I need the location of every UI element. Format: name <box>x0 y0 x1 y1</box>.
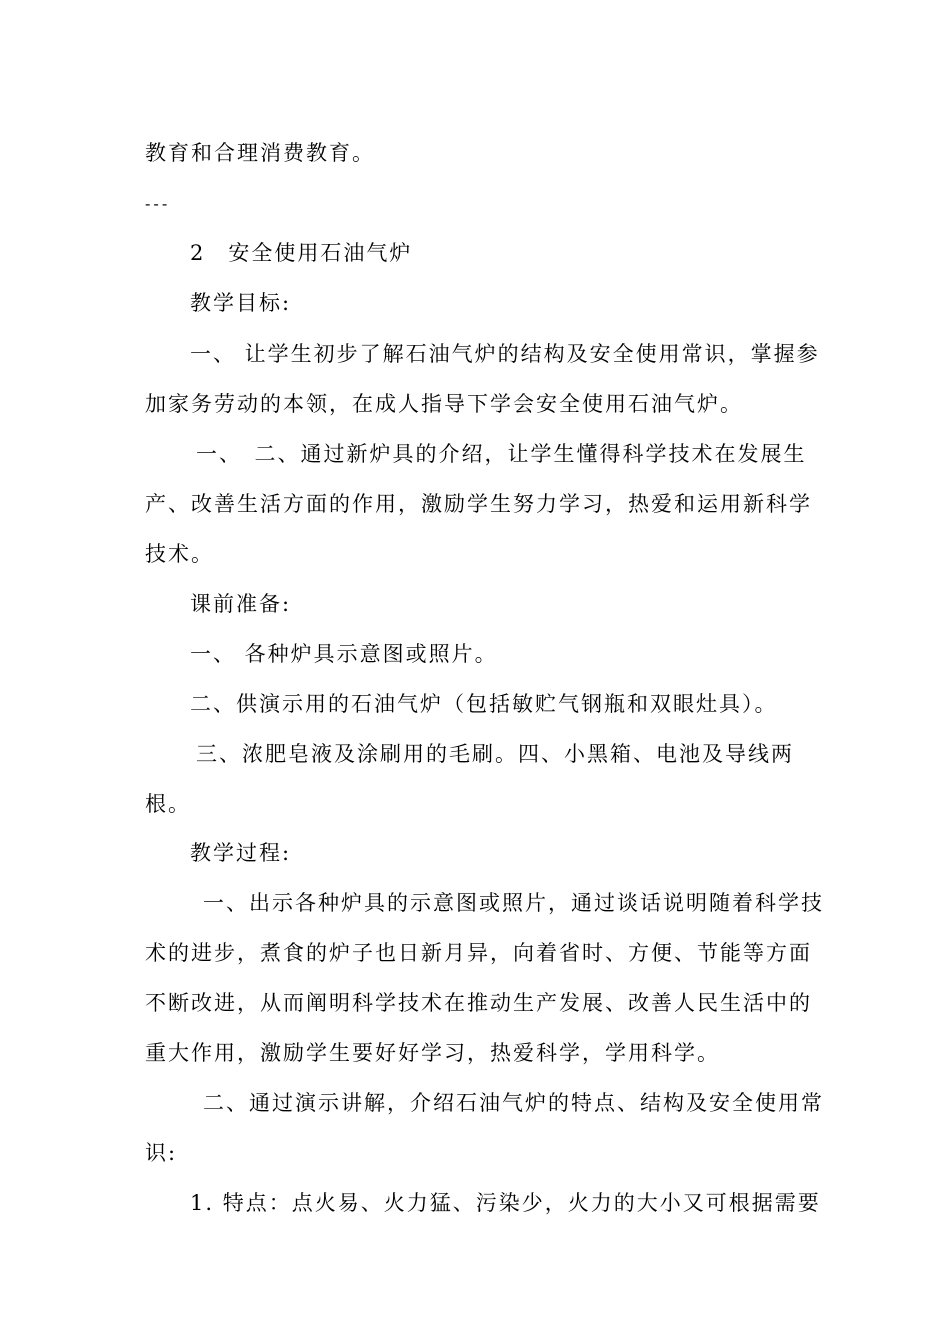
separator: --- <box>145 194 171 213</box>
text-line: 术的进步，煮食的炉子也日新月异，向着省时、方便、节能等方面 <box>145 941 812 965</box>
text-line: 识: <box>145 1141 178 1165</box>
text-line: 根。 <box>145 792 191 816</box>
text-line: 1. 特点：点火易、火力猛、污染少，火力的大小又可根据需要 <box>190 1191 821 1215</box>
text-line: 三、浓肥皂液及涂刷用的毛刷。四、小黑箱、电池及导线两 <box>196 742 794 766</box>
text-line: 一、 让学生初步了解石油气炉的结构及安全使用常识，掌握参 <box>190 342 820 366</box>
subheading: 课前准备: <box>190 592 292 616</box>
text-line: 一、 各种炉具示意图或照片。 <box>190 642 498 666</box>
subheading: 教学过程: <box>190 841 292 865</box>
text-line: 教育和合理消费教育。 <box>145 141 375 165</box>
text-line: 一、 二、通过新炉具的介绍，让学生懂得科学技术在发展生 <box>196 442 807 466</box>
section-heading: 2 安全使用石油气炉 <box>190 241 413 265</box>
subheading: 教学目标: <box>190 291 292 315</box>
text-line: 重大作用，激励学生要好好学习，热爱科学，学用科学。 <box>145 1041 720 1065</box>
text-line: 加家务劳动的本领，在成人指导下学会安全使用石油气炉。 <box>145 392 743 416</box>
text-line: 产、改善生活方面的作用，激励学生努力学习，热爱和运用新科学 <box>145 492 812 516</box>
text-line: 技术。 <box>145 542 214 566</box>
text-line: 一、出示各种炉具的示意图或照片，通过谈话说明随着科学技 <box>203 891 824 915</box>
text-line: 不断改进，从而阐明科学技术在推动生产发展、改善人民生活中的 <box>145 991 812 1015</box>
text-line: 二、供演示用的石油气炉（包括敏贮气钢瓶和双眼灶具）。 <box>190 692 778 716</box>
text-line: 二、通过演示讲解，介绍石油气炉的特点、结构及安全使用常 <box>203 1091 824 1115</box>
